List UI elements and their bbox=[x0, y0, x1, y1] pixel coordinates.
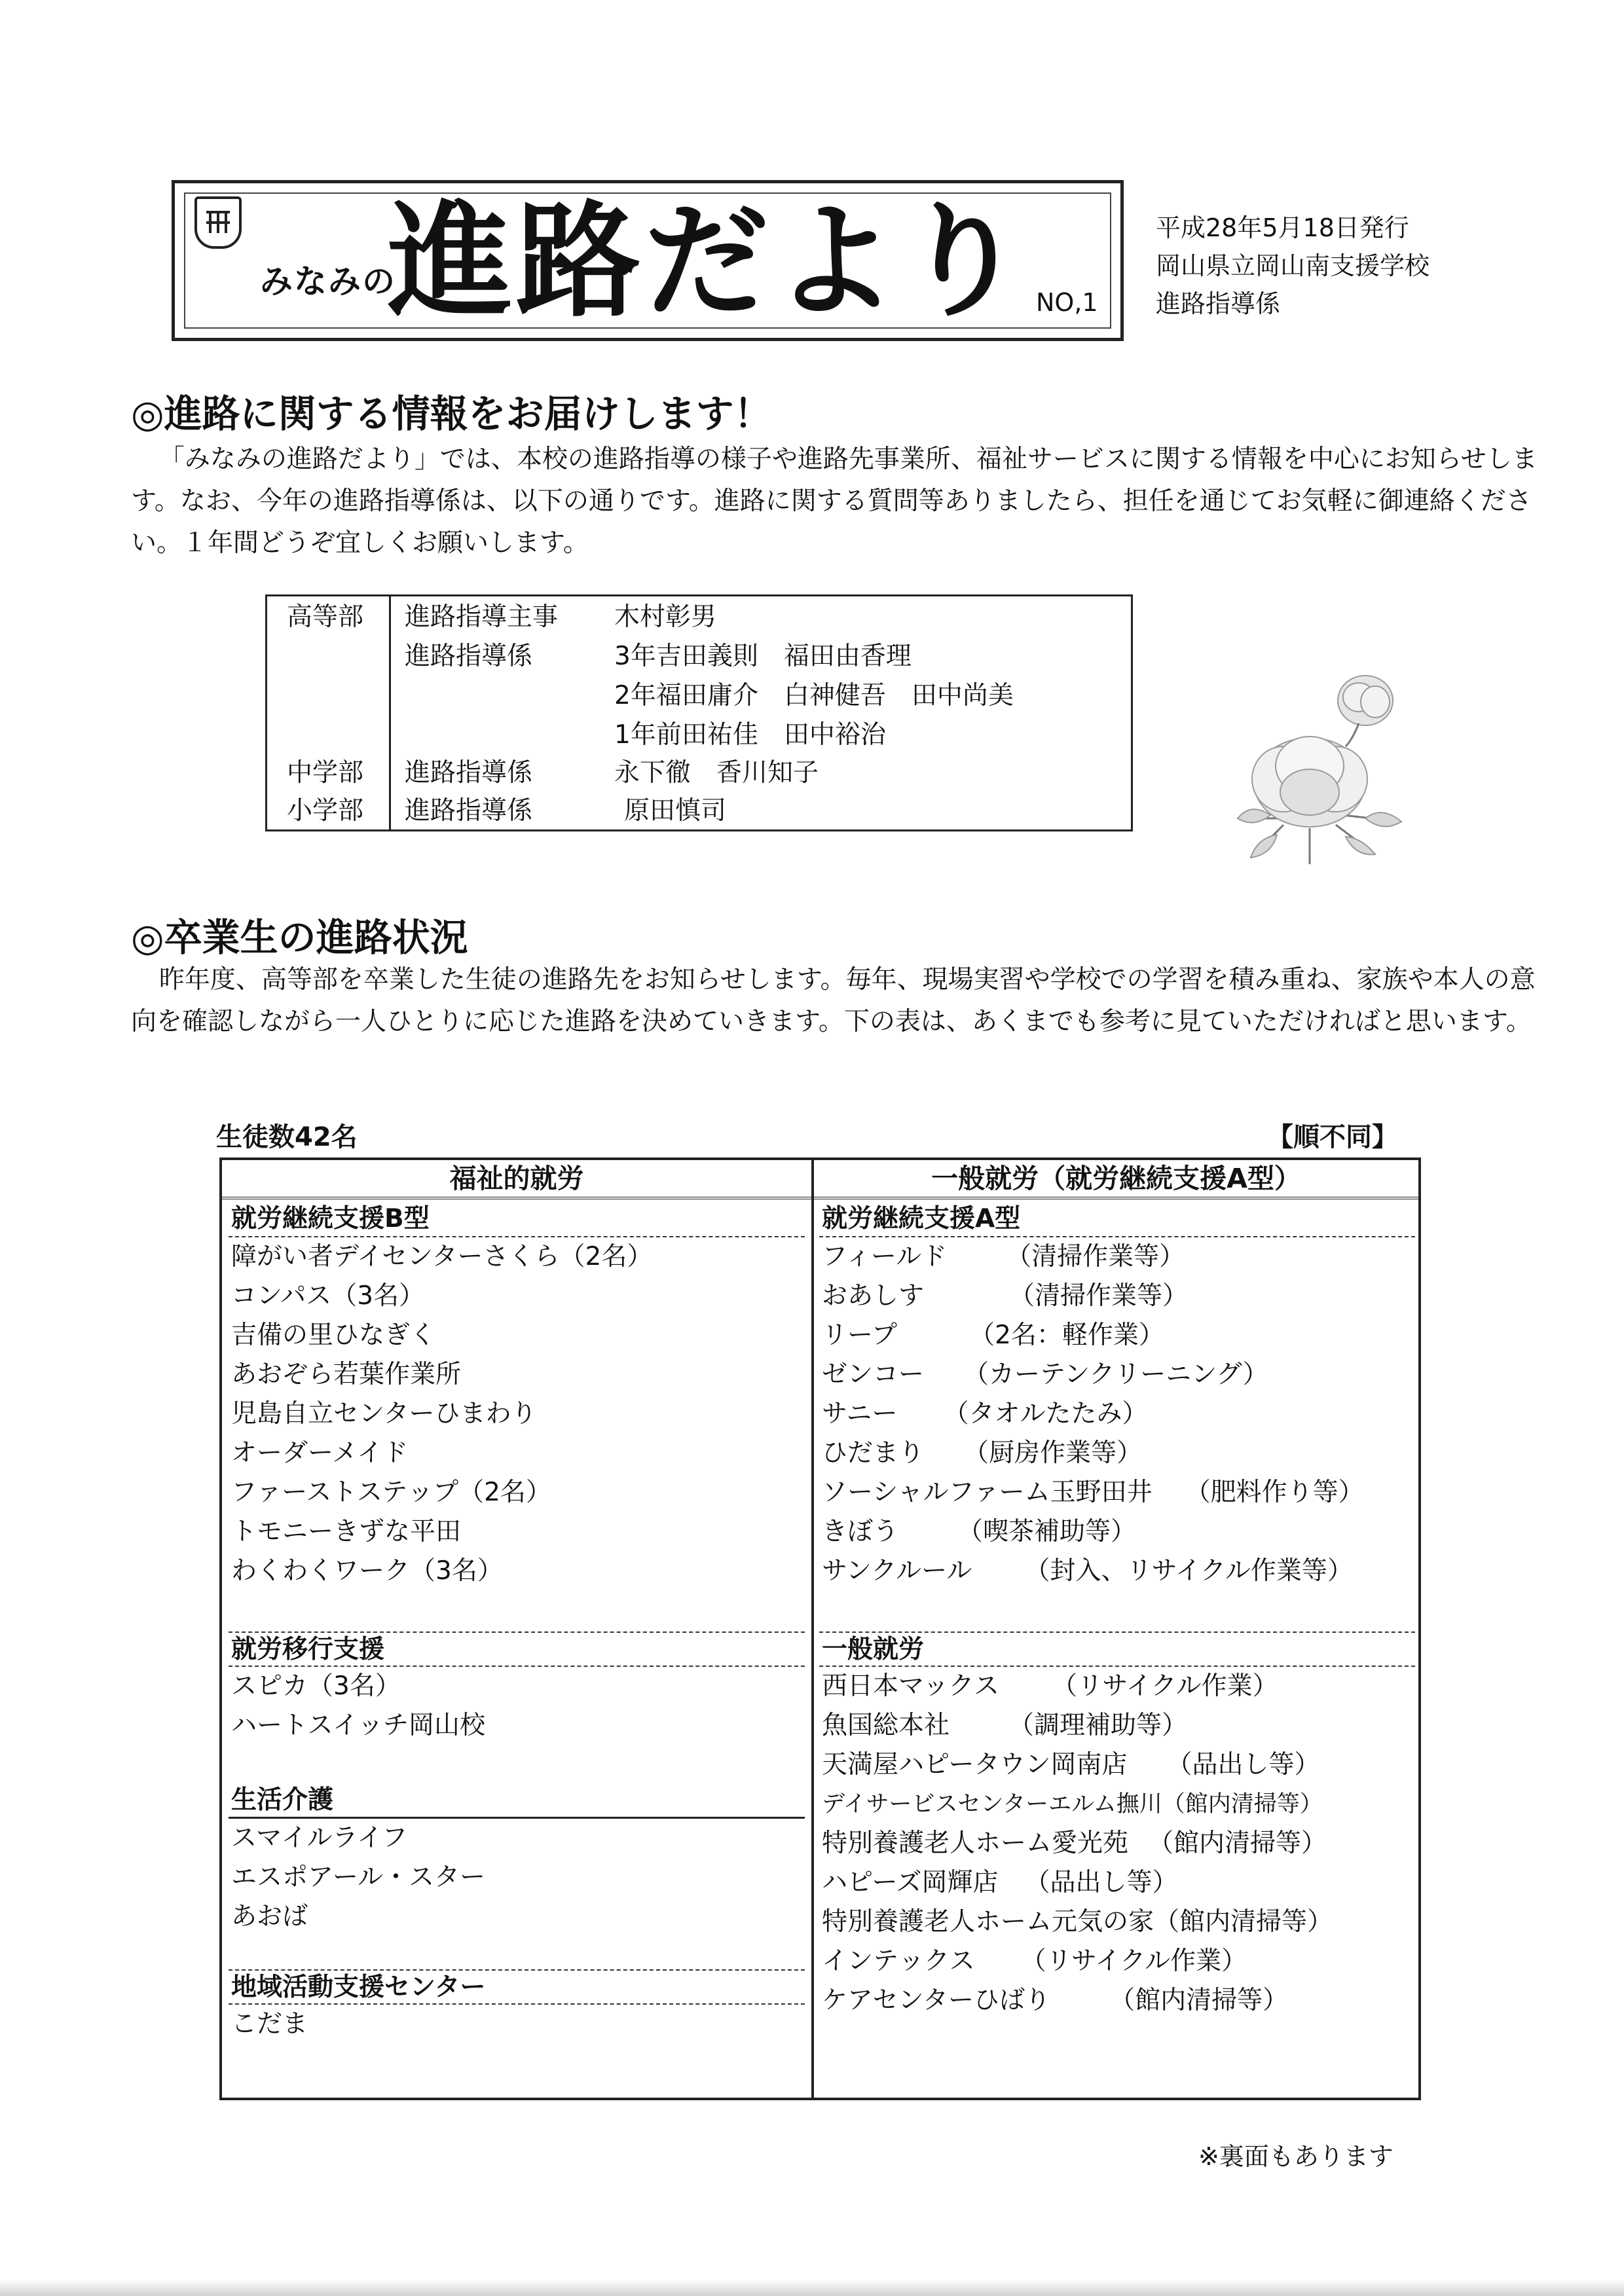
order-note: 【順不同】 bbox=[1267, 1122, 1398, 1152]
work-note: （館内清掃等） bbox=[1148, 1829, 1327, 1858]
destination-table-divider bbox=[811, 1160, 814, 2098]
work-note: （タオルたたみ） bbox=[943, 1399, 1148, 1429]
list-item: 障がい者デイセンターさくら（2名） bbox=[231, 1242, 653, 1271]
welfare-employment-header: 福祉的就労 bbox=[222, 1160, 811, 1199]
employer-name: インテックス bbox=[822, 1946, 975, 1976]
work-note: （館内清掃等） bbox=[1154, 1907, 1333, 1937]
employer-name: きぼう bbox=[822, 1517, 899, 1546]
list-item bbox=[819, 1903, 1415, 1942]
work-note: （品出し等） bbox=[1166, 1750, 1320, 1779]
list-item bbox=[819, 1981, 1415, 2020]
section1-body: 「みなみの進路だより」では、本校の進路指導の様子や進路先事業所、福祉サービスに関する情報を中心にお知らせします。なお、今年の進路指導係は、以下の通りです。進路に関する質問等ありましたら、担任を通じてお気軽に御連絡ください。１年間どうぞ宜しくお願いします。 bbox=[131, 445, 1538, 558]
section-daily-care: 生活介護 bbox=[229, 1783, 805, 1819]
employer-name: 特別養護老人ホーム愛光苑 bbox=[822, 1829, 1129, 1858]
section2-heading: ◎卒業生の進路状況 bbox=[131, 915, 468, 960]
employer-name: 特別養護老人ホーム元気の家 bbox=[822, 1907, 1154, 1937]
list-item: オーダーメイド bbox=[231, 1438, 409, 1468]
destination-table bbox=[219, 1157, 1421, 2100]
staff-role: 進路指導係 bbox=[405, 642, 533, 671]
staff-dept: 高等部 bbox=[287, 602, 364, 632]
work-note: （リサイクル作業） bbox=[1052, 1671, 1278, 1701]
list-item bbox=[819, 1863, 1415, 1903]
employer-name: ハピーズ岡輝店 bbox=[822, 1868, 999, 1897]
list-item bbox=[819, 1667, 1415, 1706]
list-item: ファーストステップ（2名） bbox=[231, 1478, 551, 1507]
employer-name: 西日本マックス bbox=[822, 1671, 1000, 1701]
staff-dept: 小学部 bbox=[287, 796, 364, 826]
welfare-column bbox=[229, 1202, 805, 2044]
school-crest-icon bbox=[194, 196, 242, 249]
student-count: 生徒数42名 bbox=[216, 1122, 358, 1152]
work-note: （リサイクル作業） bbox=[1020, 1946, 1247, 1976]
general-employment-header: 一般就労（就労継続支援A型） bbox=[814, 1160, 1418, 1199]
work-note: （肥料作り等） bbox=[1185, 1478, 1364, 1507]
employer-name: ソーシャルファーム玉野田井 bbox=[822, 1478, 1153, 1507]
employer-name: サンクルール bbox=[822, 1556, 972, 1586]
section-a-type: 就労継続支援A型 bbox=[819, 1202, 1415, 1237]
staff-names: 2年福田庸介 白神健吾 田中尚美 bbox=[614, 681, 1014, 710]
employer-name: デイサービスセンターエルム撫川 bbox=[822, 1791, 1162, 1817]
list-item: トモニーきずな平田 bbox=[231, 1517, 462, 1546]
staff-table bbox=[265, 594, 1133, 831]
employer-name: フィールド bbox=[822, 1242, 948, 1271]
section1-heading: ◎進路に関する情報をお届けします！ bbox=[131, 392, 772, 436]
staff-role: 進路指導係 bbox=[405, 796, 533, 826]
section-b-type: 就労継続支援B型 bbox=[229, 1202, 805, 1237]
list-item: あおば bbox=[231, 1902, 308, 1931]
staff-names: 原田慎司 bbox=[624, 796, 727, 826]
list-item bbox=[819, 1745, 1415, 1785]
list-item: エスポアール・スター bbox=[231, 1863, 486, 1892]
employer-name: ケアセンターひばり bbox=[822, 1986, 1051, 2015]
issuer-dept: 進路指導係 bbox=[1156, 289, 1281, 318]
list-item: 吉備の里ひなぎく bbox=[231, 1321, 436, 1350]
issue-date: 平成28年5月18日発行 bbox=[1156, 213, 1409, 242]
list-item bbox=[819, 1942, 1415, 1981]
list-item bbox=[819, 1552, 1415, 1591]
work-note: （清掃作業等） bbox=[1009, 1281, 1189, 1311]
employer-name: サニー bbox=[822, 1399, 898, 1429]
work-note: （館内清掃等） bbox=[1162, 1791, 1323, 1817]
employer-name: おあしす bbox=[822, 1281, 925, 1311]
list-item bbox=[819, 1512, 1415, 1552]
list-item: わくわくワーク（3名） bbox=[231, 1556, 503, 1586]
list-item bbox=[819, 1394, 1415, 1434]
list-item: あおぞら若葉作業所 bbox=[231, 1360, 462, 1389]
staff-role: 進路指導係 bbox=[405, 758, 533, 788]
section2-body: 昨年度、高等部を卒業した生徒の進路先をお知らせします。毎年、現場実習や学校での学習を積み重ね、家族や本人の意向を確認しながら一人ひとりに応じた進路を決めていきます。下の表は、あくまでも参考に見ていただければと思います。 bbox=[131, 965, 1536, 1036]
employer-name: 魚国総本社 bbox=[822, 1711, 950, 1740]
masthead bbox=[172, 180, 1124, 341]
back-page-note: ※裏面もあります bbox=[1198, 2142, 1393, 2171]
list-item: スマイルライフ bbox=[231, 1823, 408, 1853]
list-item: こだま bbox=[231, 2009, 308, 2039]
list-item bbox=[819, 1706, 1415, 1745]
work-note: （調理補助等） bbox=[1008, 1711, 1188, 1740]
staff-names: 1年前田祐佳 田中裕治 bbox=[614, 720, 886, 750]
staff-names: 3年吉田義則 福田由香理 bbox=[614, 642, 912, 671]
section-transition-support: 就労移行支援 bbox=[229, 1631, 805, 1667]
list-item bbox=[819, 1277, 1415, 1316]
work-note: （封入、リサイクル作業等） bbox=[1024, 1556, 1353, 1586]
work-note: （館内清掃等） bbox=[1109, 1986, 1289, 2015]
work-note: （カーテンクリーニング） bbox=[963, 1360, 1268, 1389]
list-item: 児島自立センターひまわり bbox=[231, 1399, 537, 1429]
employer-name: リープ bbox=[822, 1321, 898, 1350]
employer-name: ひだまり bbox=[822, 1438, 925, 1468]
work-note: （厨房作業等） bbox=[963, 1438, 1143, 1468]
staff-names: 永下徹 香川知子 bbox=[614, 758, 819, 788]
masthead-subtitle: みなみの bbox=[260, 263, 396, 301]
list-item bbox=[819, 1355, 1415, 1394]
staff-role: 進路指導主事 bbox=[405, 602, 559, 632]
list-item bbox=[819, 1824, 1415, 1863]
list-item bbox=[819, 1785, 1415, 1824]
staff-table-divider bbox=[389, 596, 391, 829]
scan-edge-shadow bbox=[0, 2280, 1624, 2296]
work-note: （喫茶補助等） bbox=[957, 1517, 1137, 1546]
work-note: （2名：軽作業） bbox=[969, 1321, 1164, 1350]
employer-name: 天満屋ハピータウン岡南店 bbox=[822, 1750, 1128, 1779]
staff-names: 木村彰男 bbox=[614, 602, 717, 632]
masthead-title: 進路だより bbox=[388, 189, 1030, 334]
work-note: （品出し等） bbox=[1024, 1868, 1178, 1897]
list-item bbox=[819, 1434, 1415, 1473]
list-item bbox=[819, 1473, 1415, 1512]
list-item: ハートスイッチ岡山校 bbox=[231, 1711, 486, 1740]
list-item bbox=[819, 1316, 1415, 1355]
list-item: コンパス（3名） bbox=[231, 1281, 425, 1311]
list-item bbox=[819, 1237, 1415, 1277]
school-name: 岡山県立岡山南支援学校 bbox=[1156, 251, 1430, 280]
issue-number: NO,1 bbox=[1036, 288, 1098, 317]
section-general-employment: 一般就労 bbox=[819, 1631, 1415, 1667]
staff-dept: 中学部 bbox=[287, 758, 364, 788]
employer-name: ゼンコー bbox=[822, 1360, 925, 1389]
list-item: スピカ（3名） bbox=[231, 1671, 401, 1701]
peony-flower-illustration bbox=[1211, 661, 1421, 871]
work-note: （清掃作業等） bbox=[1006, 1242, 1185, 1271]
general-column bbox=[819, 1202, 1415, 2020]
section-community-center: 地域活動支援センター bbox=[229, 1969, 805, 2005]
